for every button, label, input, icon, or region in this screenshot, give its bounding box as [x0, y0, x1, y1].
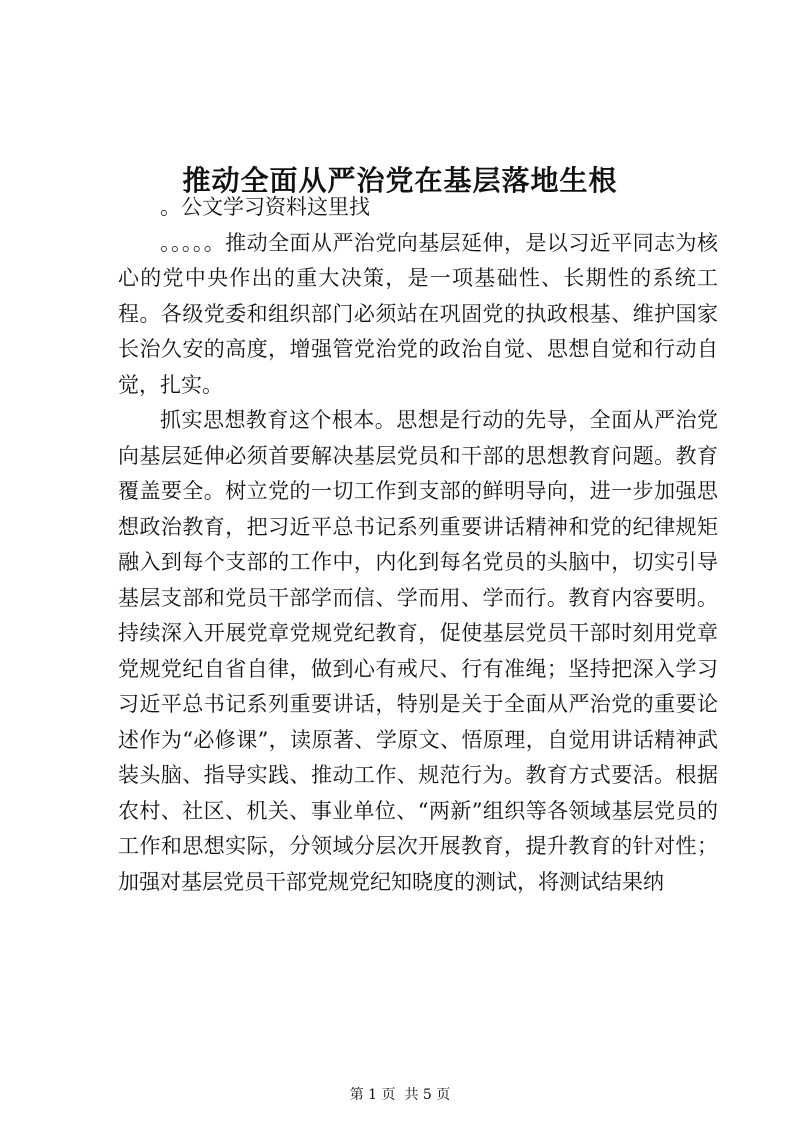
paragraph-intro: 。。。。。推动全面从严治党向基层延伸，是以习近平同志为核心的党中央作出的重大决策，是一项基础性、长期性的系统工程。各级党委和组织部门必须站在巩固党的执政根基、维护国家长治久安的高度，增强管党治党的政治自觉、思想自觉和行动自觉，扎实。 [118, 230, 718, 397]
document-body [118, 190, 718, 900]
document-title: 推动全面从严治党在基层落地生根 [182, 163, 618, 197]
page-footer [0, 1085, 800, 1105]
paragraph-ideological-education: 抓实思想教育这个根本。思想是行动的先导，全面从严治党向基层延伸必须首要解决基层党员和干部的思想教育问题。教育覆盖要全。树立党的一切工作到支部的鲜明导向，进一步加强思想政治教育，把习近平总书记系列重要讲话精神和党的纪律规矩融入到每个支部的工作中，内化到每名党员的头脑中，切实引导基层支部和党员干部学而信、学而用、学而行。教育内容要明。持续深入开展党章党规党纪教育，促使基层党员干部时刻用党章党规党纪自省自律，做到心有戒尺、行有准绳；坚持把深入学习习近平总书记系列重要讲话，特别是关于全面从严治党的重要论述作为“必修课”，读原著、学原文、悟原理，自觉用讲话精神武装头脑、指导实践、推动工作、规范行为。教育方式要活。根据农村、社区、机关、事业单位、“两新”组织等各领域基层党员的工作和思想实际，分领域分层次开展教育，提升教育的针对性；加强对基层党员干部党规党纪知晓度的测试，将测试结果纳 [118, 408, 718, 894]
paragraph-source-note: 。公文学习资料这里找 [160, 195, 370, 219]
page-number: 第 1 页 共 5 页 [349, 1087, 451, 1103]
